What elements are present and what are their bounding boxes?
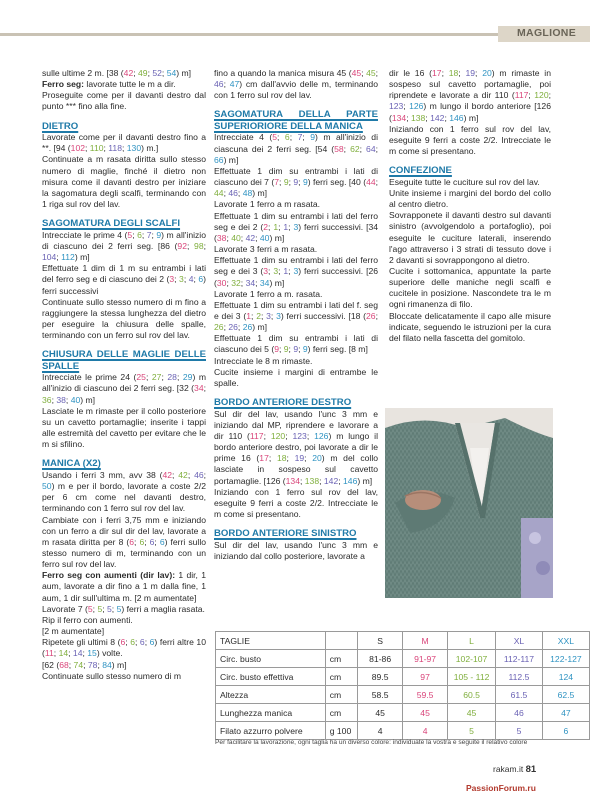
table-cell: [325, 632, 357, 650]
table-cell: 5: [496, 722, 543, 740]
table-cell: 105 - 112: [448, 668, 496, 686]
table-cell: Circ. busto: [216, 650, 326, 668]
paragraph: Lasciate le m rimaste per il collo posteriore su un cavetto portamaglie; inserite i tappi alle estremità del cavetto per evitare che le m si sfilino.: [42, 405, 206, 450]
table-cell: 112-117: [496, 650, 543, 668]
table-cell: 46: [496, 704, 543, 722]
table-cell: 62.5: [542, 686, 589, 704]
table-cell: XXL: [542, 632, 589, 650]
heading-spalle: CHIUSURA DELLE MAGLIE DELLE SPALLE: [42, 349, 206, 372]
paragraph: Effettuate 1 dim su entrambi i lati del ferro seg e dei 2 (2; 1; 1; 3) ferri successivi. [34 (38; 40; 42; 40) m]: [214, 210, 379, 243]
paragraph: Cucite i sottomanica, appuntate la parte superiore delle maniche negli scalfi e cucitele in posizione. Nascondete tra le m ogni rimanenza di filo.: [389, 266, 551, 310]
paragraph: Effettuate 1 dim su entrambi i lati del f. seg e dei 3 (1; 2; 3; 3) ferri successivi. [18 (26; 26; 26; 26) m]: [214, 299, 378, 333]
table-cell: 45: [358, 704, 403, 722]
table-cell: g 100: [325, 722, 357, 740]
table-cell: 58.5: [358, 686, 403, 704]
paragraph: Lavorate 1 ferro a m. rasata.: [214, 288, 323, 299]
table-header-row: [216, 632, 590, 650]
heading-confezione: CONFEZIONE: [389, 165, 452, 177]
table-cell: L: [448, 632, 496, 650]
table-cell: cm: [325, 704, 357, 722]
paragraph: Rip il ferro con aumenti.: [42, 614, 133, 625]
table-row: [216, 704, 590, 722]
table-cell: 91-97: [403, 650, 448, 668]
paragraph: fino a quando la manica misura 45 (45; 45; 46; 47) cm dall'avvio delle m, terminando con 1 ferro sul rov del lav.: [214, 68, 379, 101]
table-cell: 112.5: [496, 668, 543, 686]
column-3: [389, 68, 551, 344]
table-cell: 59.5: [403, 686, 448, 704]
column-1: [42, 68, 206, 682]
table-cell: 4: [403, 722, 448, 740]
paragraph: Bloccate delicatamente il capo alle misure indicate, seguendo le istruzioni per la cura del filato nella fascetta del gomitolo.: [389, 310, 551, 343]
paragraph: Iniziando con 1 ferro sul rov del lav, eseguite 9 ferri a coste 2/2. Intrecciate le m come si presentano.: [389, 123, 551, 157]
sweater-illustration: [385, 408, 553, 598]
table-row: [216, 722, 590, 740]
paragraph: [2 m aumentate]: [42, 626, 105, 637]
size-table: [215, 631, 590, 740]
paragraph: [62 (68; 74; 78; 84) m]: [42, 659, 127, 670]
paragraph: Effettuate 1 dim su entrambi i lati di ciascuno dei 7 (7; 9; 9; 9) ferri seg. [40 (44; 44; 46; 48) m]: [214, 165, 379, 199]
paragraph: Lavorate 3 ferri a m rasata.: [214, 244, 318, 255]
paragraph: Continuate a m rasata diritta sullo stesso numero di maglie, finché il dietro non misura come il davanti destro per iniziare la sagomatura degli scalfi, terminando con 1 riga sul rov del lav.: [42, 154, 206, 210]
paragraph: dir le 16 (17; 18; 19; 20) m rimaste in sospeso sul cavetto portamaglie, poi riprendete e lavorate a dir 110 (117; 120; 123; 126) m lungo il bordo anteriore [126 (134; 138; 142; 146) m]: [389, 68, 551, 123]
table-cell: TAGLIE: [216, 632, 326, 650]
paragraph: Sul dir del lav, usando l'unc 3 mm e iniziando dal collo posteriore, lavorate a: [214, 539, 378, 561]
paragraph: Lavorate 1 ferro a m rasata.: [214, 199, 321, 210]
paragraph: Intrecciate le 8 m rimaste.: [214, 355, 313, 366]
table-row: [216, 668, 590, 686]
page-number: 81: [525, 764, 537, 775]
heading-sagomatura-manica: SAGOMATURA DELLA PARTE SUPERIORIORE DELLA MANICA: [214, 109, 378, 132]
table-cell: XL: [496, 632, 543, 650]
paragraph: Intrecciate le prime 24 (25; 27; 28; 29) m all'inizio di ciascuno dei 2 ferri seg. [32 (34; 36; 38; 40) m]: [42, 372, 207, 405]
heading-manica: MANICA (X2): [42, 458, 101, 470]
table-cell: cm: [325, 668, 357, 686]
table-cell: 61.5: [496, 686, 543, 704]
heading-dietro: DIETRO: [42, 120, 79, 132]
table-cell: 45: [403, 704, 448, 722]
paragraph: Continuate sullo stesso numero di m: [42, 670, 182, 681]
table-cell: Altezza: [216, 686, 326, 704]
heading-scalfi: SAGOMATURA DEGLI SCALFI: [42, 218, 181, 230]
table-row: [216, 686, 590, 704]
site-name: rakam.it: [493, 764, 524, 774]
table-row: [216, 650, 590, 668]
table-cell: M: [403, 632, 448, 650]
sweater-photo: [385, 408, 553, 598]
paragraph: Ferro seg con aumenti (dir lav): 1 dir, 1 aum, lavorate a dir fino a 1 m dalla fine, 1 aum, 1 dir sull'ultima m. [2 m aumentate]: [42, 570, 207, 603]
size-color-footnote: Per facilitare la lavorazione, ogni taglia ha un diverso colore: individuate la vostra e seguite il relativo colore: [215, 739, 528, 746]
section-title: MAGLIONE: [517, 27, 576, 39]
table-cell: cm: [325, 650, 357, 668]
table-cell: Filato azzurro polvere: [216, 722, 326, 740]
table-cell: 102-107: [448, 650, 496, 668]
paragraph: Intrecciate 4 (5; 6; 7; 9) m all'inizio di ciascuna dei 2 ferri seg. [54 (58; 62; 64; 66) m]: [214, 132, 378, 165]
table-cell: 81-86: [358, 650, 403, 668]
paragraph: Continuate sullo stesso numero di m fino a raggiungere la stessa lunghezza del dietro per eseguire la chiusura delle spalle, terminando con un ferro sul rov del lav.: [42, 296, 206, 341]
paragraph: sulle ultime 2 m. [38 (42; 49; 52; 54) m]: [42, 68, 192, 78]
paragraph: Ripetete gli ultimi 8 (6; 6; 6; 6) ferri altre 10 (11; 14; 14; 15) volte.: [42, 637, 206, 659]
table-cell: 97: [403, 668, 448, 686]
table-cell: 4: [358, 722, 403, 740]
table-cell: S: [358, 632, 403, 650]
paragraph: Proseguite come per il davanti destro dal punto *** fino alla fine.: [42, 90, 206, 112]
watermark: PassionForum.ru: [466, 783, 536, 793]
heading-bordo-sinistro: BORDO ANTERIORE SINISTRO: [214, 528, 357, 540]
table-cell: 60.5: [448, 686, 496, 704]
table-cell: cm: [325, 686, 357, 704]
paragraph: Lavorate come per il davanti destro fino a **. [94 (102; 110; 118; 130) m.]: [42, 132, 206, 154]
paragraph: Cambiate con i ferri 3,75 mm e iniziando con un ferro a dir sul dir del lav, lavorate a m rasata diritta per 8 (6; 6; 6; 6) ferri sullo stesso numero di m, terminando con un ferro sul rov del lav.: [42, 514, 207, 570]
paragraph: Lavorate 7 (5; 5; 5; 5) ferri a maglia rasata.: [42, 603, 205, 614]
paragraph: Unite insieme i margini del bordo del collo al centro dietro.: [389, 187, 551, 210]
table-cell: 122-127: [542, 650, 589, 668]
paragraph: Effettuate 1 dim di 1 m su entrambi i lati del ferro seg e di ciascuno dei 2 (3; 3; 4; 6) ferri successivi: [42, 263, 206, 296]
paragraph: Effettuate 1 dim su entrambi i lati del ferro seg e dei 3 (3; 3; 1; 3) ferri successivi. [26 (30; 32; 34; 34) m]: [214, 255, 379, 288]
heading-bordo-destro: BORDO ANTERIORE DESTRO: [214, 397, 352, 409]
table-cell: Circ. busto effettiva: [216, 668, 326, 686]
table-cell: 47: [542, 704, 589, 722]
column-2: [214, 68, 378, 562]
paragraph: Ferro seg: lavorate tutte le m a dir.: [42, 79, 176, 90]
page-footer: [493, 764, 536, 775]
paragraph: Effettuate 1 dim su entrambi i lati di ciascuno dei 5 (9; 9; 9; 9) ferri seg. [8 m]: [214, 333, 378, 355]
paragraph: Sul dir del lav, usando l'unc 3 mm e iniziando dal MP, riprendere e lavorare a dir 110 (117; 120; 123; 126) m lungo il bordo anteriore destro, poi lavorate a dir le prime 16 (17; 18; 19; 20) m del collo lasciate in sospeso sul cavetto portamaglie. [126 (134; 138; 142; 146) m]: [214, 408, 379, 486]
paragraph: Cucite insieme i margini di entrambe le spalle.: [214, 366, 378, 388]
table-cell: Lunghezza manica: [216, 704, 326, 722]
paragraph: Sovrapponete il davanti destro sul davanti sinistro (avvolgendolo a portafoglio), poi eseguite le cuciture laterali, inserendo l'ago attraverso i 3 strati di tessuto dove i 2 davanti si sovrappongono al dietro.: [389, 210, 551, 265]
table-cell: 6: [542, 722, 589, 740]
paragraph: Usando i ferri 3 mm, avv 38 (42; 42; 46; 50) m e per il bordo, lavorate a coste 2/2 per 6 cm come nel davanti destro, terminando con 1 ferro sul rov del lav.: [42, 469, 207, 514]
paragraph: Intrecciate le prime 4 (5; 6; 7; 9) m all'inizio di ciascuno dei 2 ferri seg. [86 (92; 98; 104; 112) m]: [42, 229, 206, 263]
table-cell: 45: [448, 704, 496, 722]
table-cell: 5: [448, 722, 496, 740]
paragraph: Iniziando con 1 ferro sul rov del lav, eseguite 9 ferri a coste 2/2. Intrecciate le m come si presentano.: [214, 486, 378, 519]
paragraph: Eseguite tutte le cuciture sul rov del lav.: [389, 176, 540, 187]
table-cell: 89.5: [358, 668, 403, 686]
table-cell: 124: [542, 668, 589, 686]
